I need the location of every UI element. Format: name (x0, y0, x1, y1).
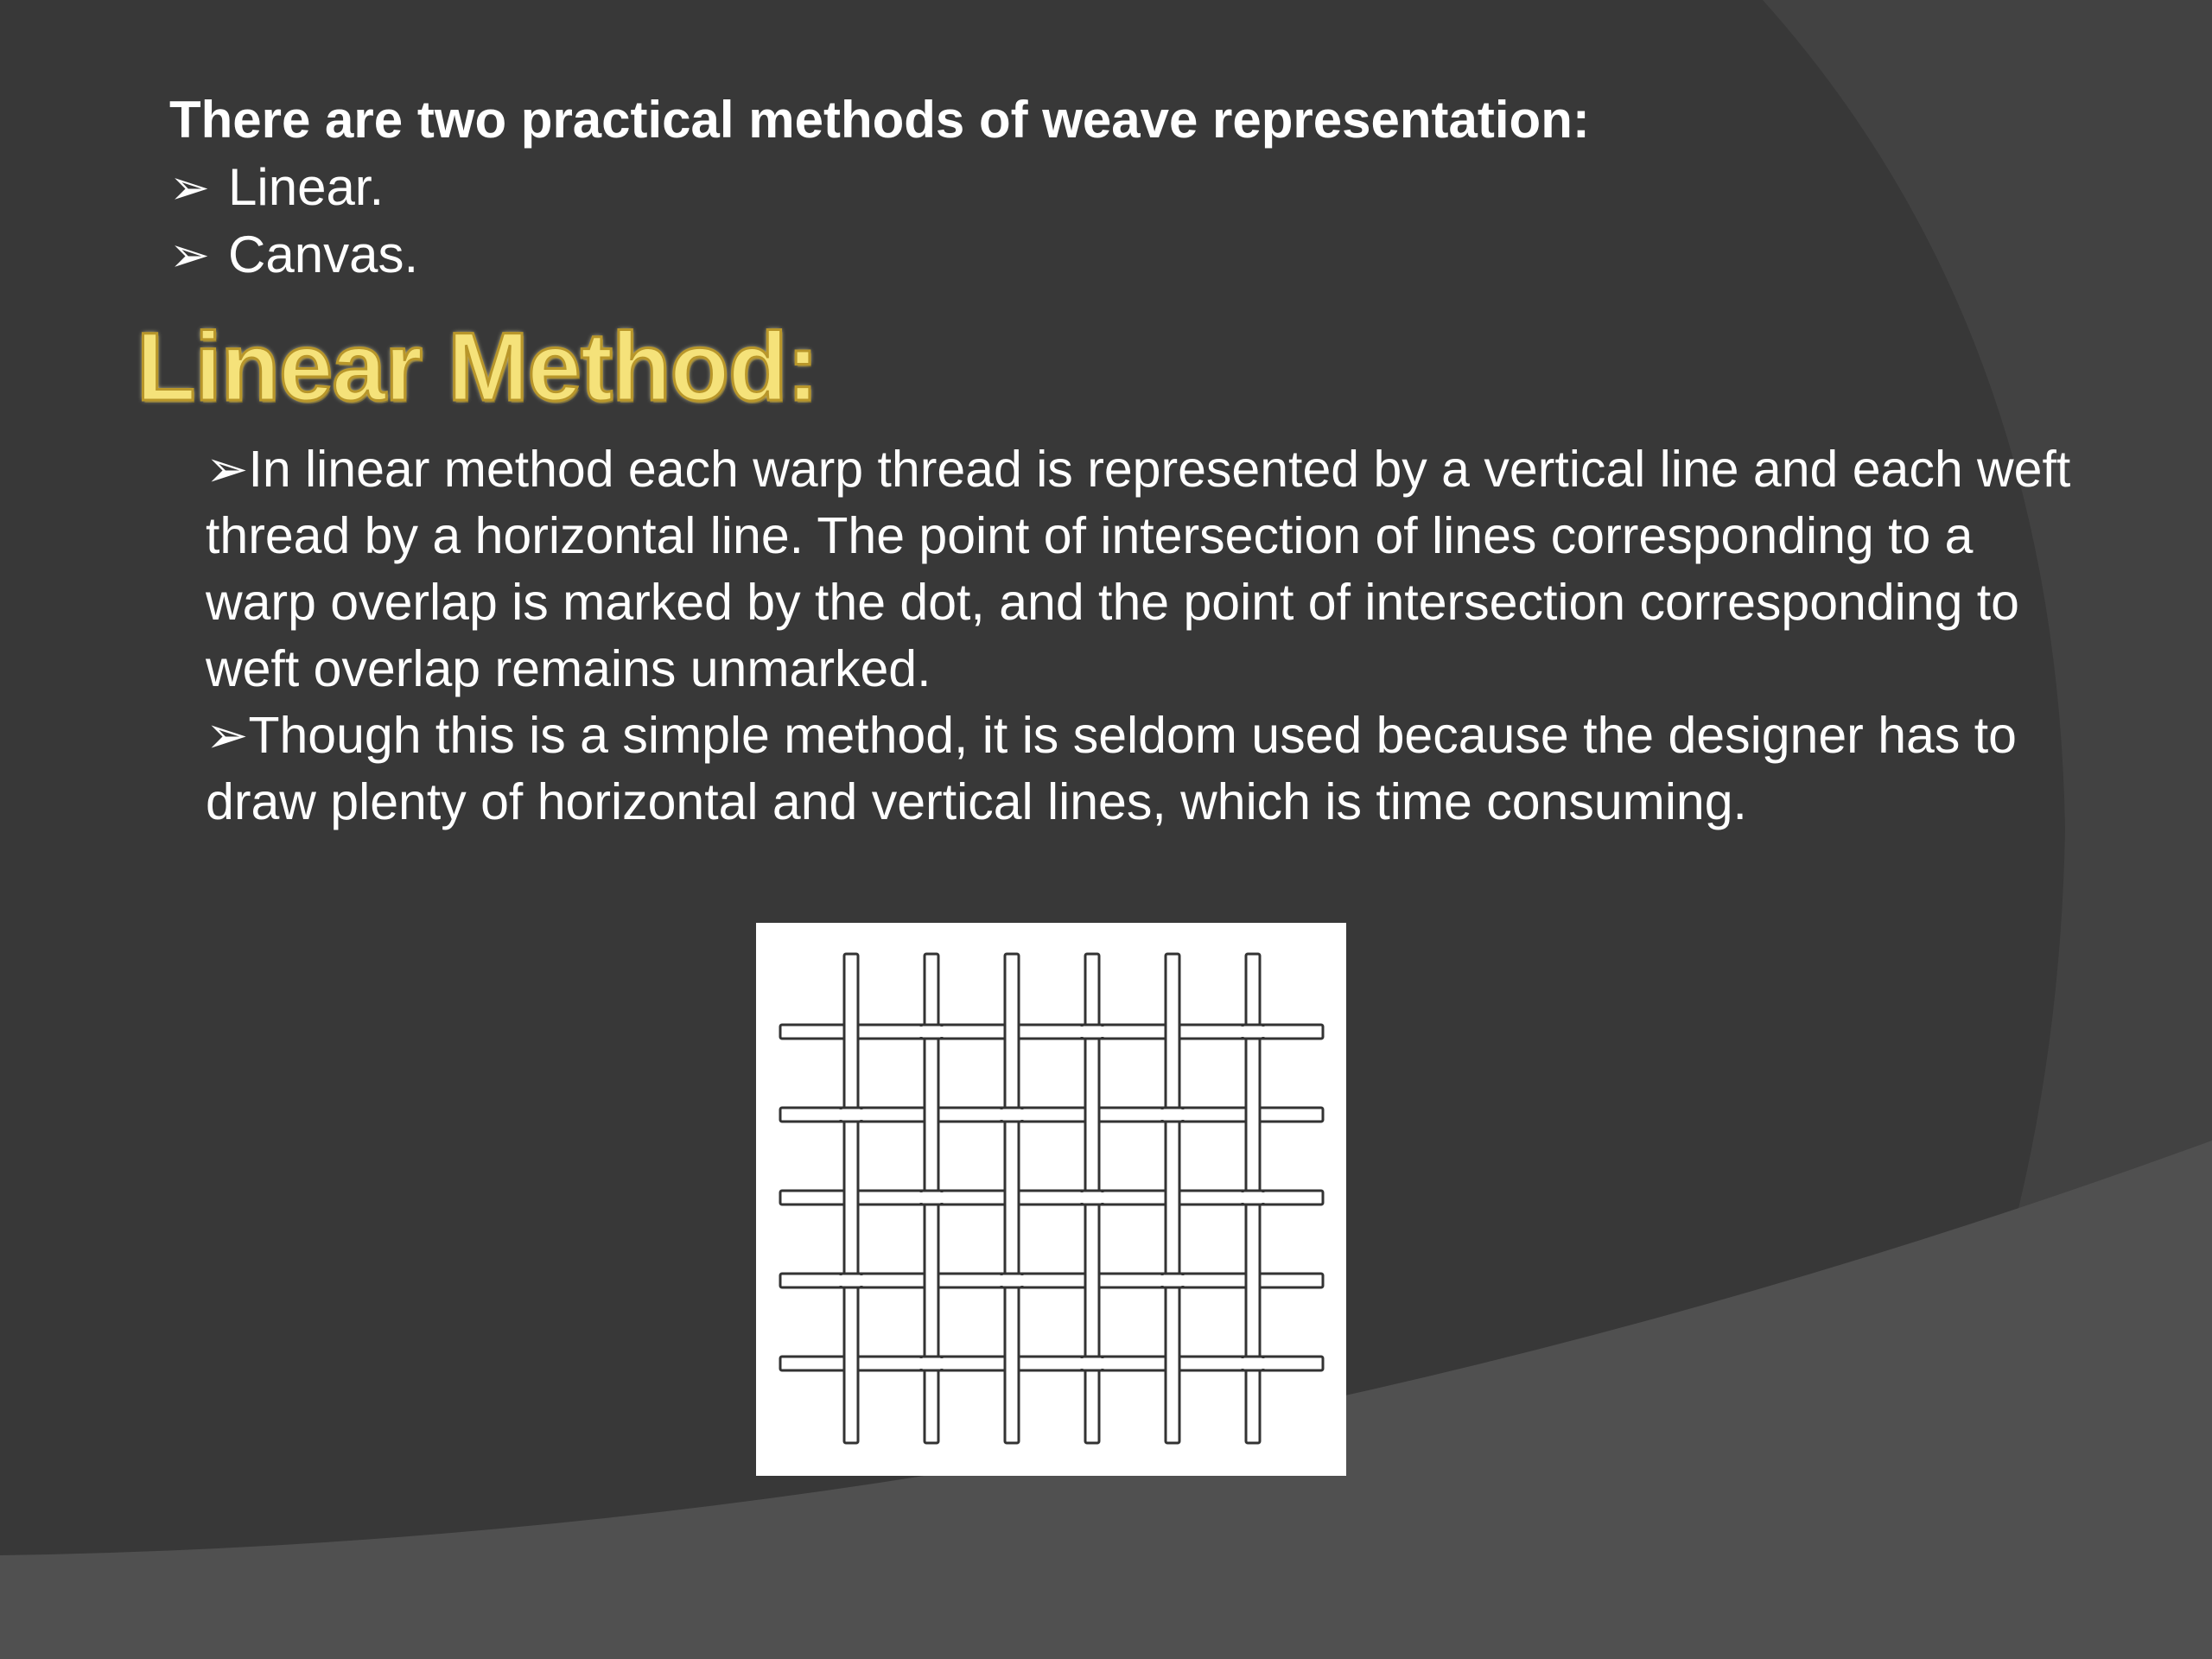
weft-over-warp-fill (919, 1358, 944, 1369)
weft-over-warp-fill (919, 1192, 944, 1203)
weft-over-warp-fill (1000, 1275, 1024, 1286)
body-paragraph (206, 702, 2072, 836)
weave-grid-illustration (756, 923, 1346, 1476)
weft-over-warp-fill (1160, 1275, 1185, 1286)
weft-over-warp-fill (1241, 1027, 1265, 1037)
paragraph-text: Though this is a simple method, it is seldom used because the designer has to draw plenty of horizontal and vertical lines, which is time consuming. (206, 707, 2017, 830)
list-item-label: Linear. (228, 158, 385, 216)
body-block (206, 436, 2072, 836)
arrow-bullet-icon: ➢ (206, 441, 249, 498)
weft-over-warp-fill (919, 1027, 944, 1037)
list-item-label: Canvas. (228, 226, 419, 283)
weft-over-warp-fill (839, 1109, 863, 1120)
section-title: Linear Method: (137, 313, 818, 421)
weft-over-warp-fill (1080, 1192, 1104, 1203)
weft-over-warp-fill (1080, 1358, 1104, 1369)
list-item-linear (169, 154, 2070, 221)
intro-heading: There are two practical methods of weave representation: (169, 91, 1590, 149)
warp-thread (844, 954, 858, 1443)
weft-over-warp-fill (1080, 1027, 1104, 1037)
intro-block (169, 86, 2070, 289)
weft-over-warp-fill (1241, 1192, 1265, 1203)
paragraph-text: In linear method each warp thread is represented by a vertical line and each weft thread by a horizontal line. The point of intersection of lines corresponding to a warp overlap is marked by the dot, and the point of intersection corresponding to weft overlap remains unmarked. (206, 441, 2071, 697)
weft-over-warp-fill (1000, 1109, 1024, 1120)
weft-over-warp-fill (1241, 1358, 1265, 1369)
weave-diagram (756, 923, 1346, 1476)
arrow-bullet-icon: ➢ (169, 160, 210, 214)
body-paragraph (206, 436, 2072, 702)
warp-thread (1005, 954, 1019, 1443)
weft-over-warp-fill (1160, 1109, 1185, 1120)
weft-over-warp-fill (839, 1275, 863, 1286)
list-item-canvas (169, 221, 2070, 289)
arrow-bullet-icon: ➢ (169, 227, 210, 282)
arrow-bullet-icon: ➢ (206, 707, 249, 764)
warp-thread (1166, 954, 1179, 1443)
